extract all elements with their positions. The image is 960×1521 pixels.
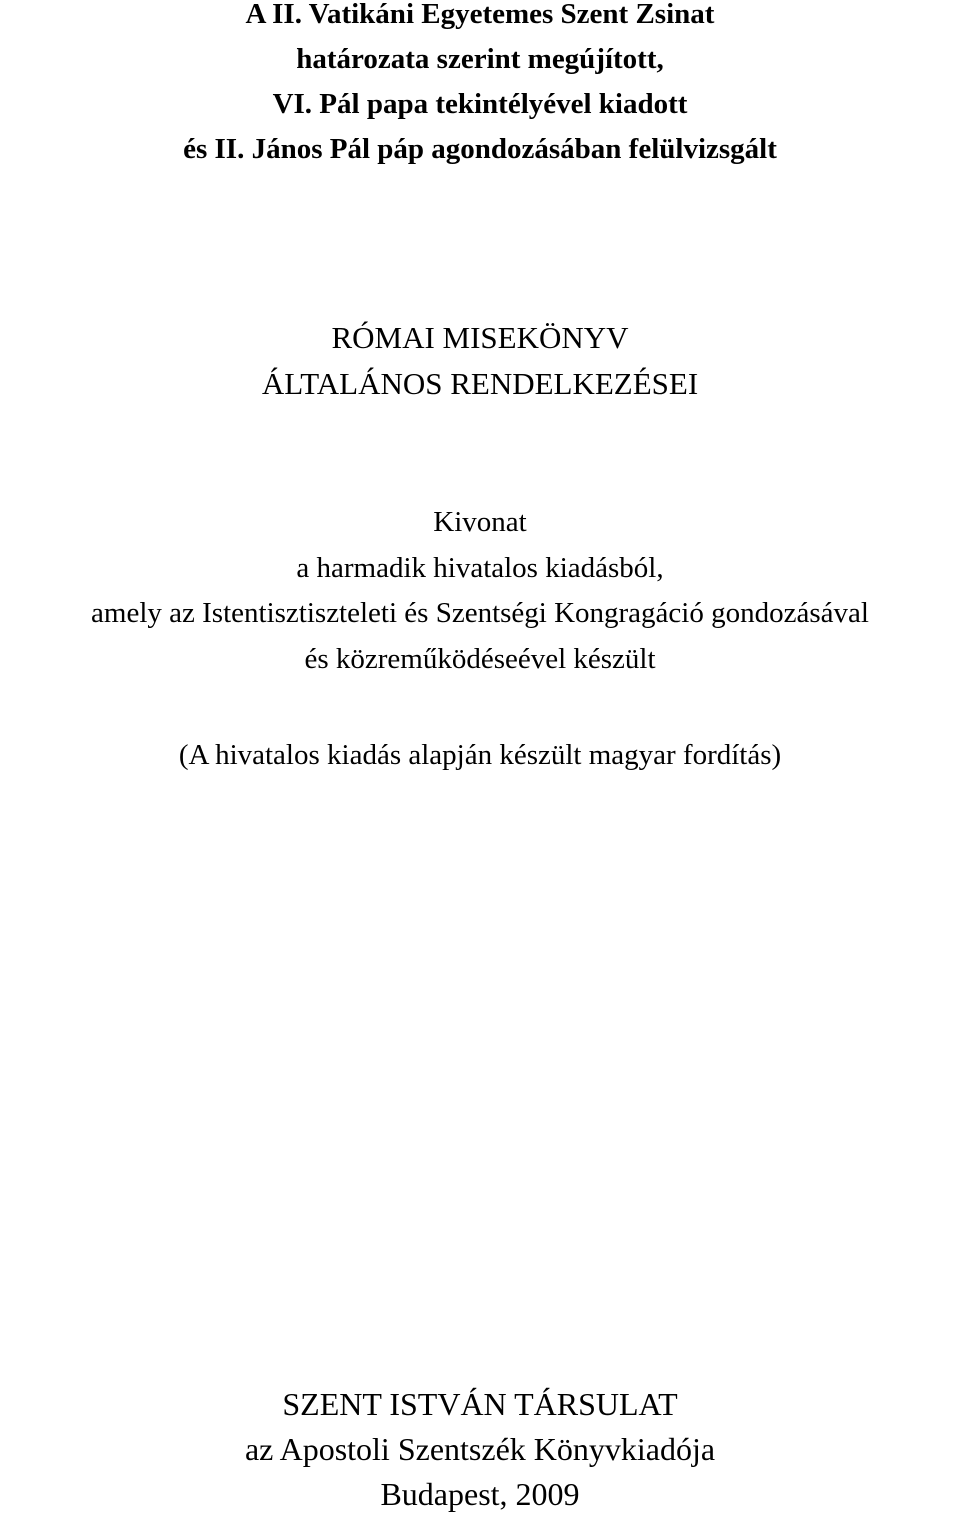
header-line-1: A II. Vatikáni Egyetemes Szent Zsinat: [245, 0, 715, 30]
extract-line-1: Kivonat: [433, 506, 527, 538]
publisher-subtitle: az Apostoli Szentszék Könyvkiadója: [244, 1431, 716, 1467]
header-line-2: határozata szerint megújított,: [296, 43, 664, 75]
header-line-4: és II. János Pál páp agondozásában felülvizsgált: [183, 133, 777, 165]
document-title: [0, 315, 960, 407]
extract-line-2: a harmadik hivatalos kiadásból,: [296, 551, 664, 584]
publisher-block: [0, 1382, 960, 1517]
publisher-name: SZENT ISTVÁN TÁRSULAT: [282, 1386, 678, 1422]
title-line-1: RÓMAI MISEKÖNYV: [331, 320, 629, 355]
header-block: [0, 0, 960, 172]
extract-line-3: amely az Istentisztiszteleti és Szentségi Kongragáció gondozásával: [91, 597, 869, 629]
publisher-place-date: Budapest, 2009: [380, 1476, 580, 1512]
translation-note: [0, 733, 960, 778]
extract-line-4: és közreműködéseével készült: [304, 642, 656, 675]
extract-block: [0, 500, 960, 682]
header-line-3: VI. Pál papa tekintélyével kiadott: [272, 88, 688, 120]
translation-note-text: (A hivatalos kiadás alapján készült magyar fordítás): [178, 739, 782, 771]
title-line-2: ÁLTALÁNOS RENDELKEZÉSEI: [261, 366, 699, 401]
